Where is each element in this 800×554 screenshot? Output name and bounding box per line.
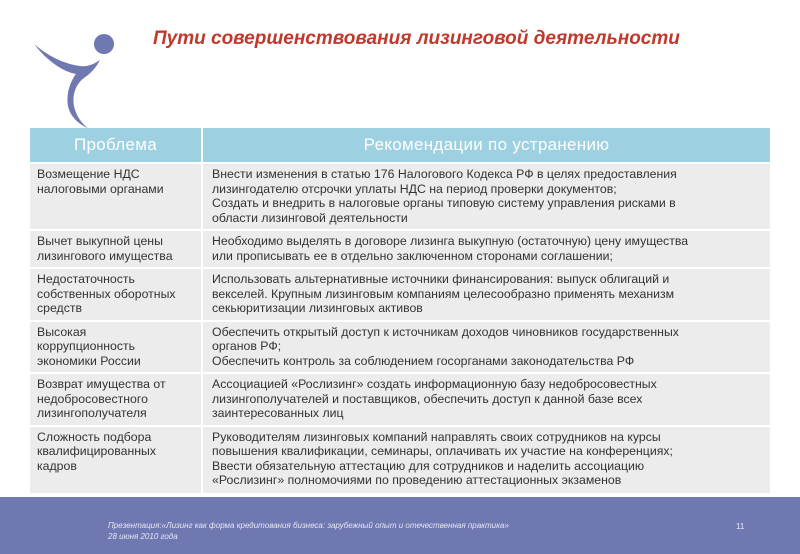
table-row bbox=[30, 268, 770, 321]
table-row bbox=[30, 426, 770, 493]
footer-presentation-title: Презентация:«Лизинг как форма кредитования бизнеса: зарубежный опыт и отечественная практика» bbox=[108, 521, 509, 530]
table-row bbox=[30, 163, 770, 230]
table-row bbox=[30, 230, 770, 268]
table-row bbox=[30, 321, 770, 374]
problem-cell: Недостаточность собственных оборотных средств bbox=[30, 268, 202, 321]
recommendation-cell: Обеспечить открытый доступ к источникам доходов чиновников государственных органов РФ; Обеспечить контроль за соблюдением госорганами законодательства РФ bbox=[202, 321, 770, 374]
problem-cell: Высокая коррупционность экономики России bbox=[30, 321, 202, 374]
header-problem: Проблема bbox=[30, 128, 202, 163]
problem-cell: Сложность подбора квалифицированных кадров bbox=[30, 426, 202, 493]
problem-cell: Возврат имущества от недобросовестного лизингополучателя bbox=[30, 373, 202, 426]
problem-cell: Возмещение НДС налоговыми органами bbox=[30, 163, 202, 230]
recommendation-cell: Ассоциацией «Рослизинг» создать информационную базу недобросовестных лизингополучателей и поставщиков, обеспечить доступ к данной базе всех заинтересованных лиц bbox=[202, 373, 770, 426]
header-recommendations: Рекомендации по устранению bbox=[202, 128, 770, 163]
footer-date: 28 июня 2010 года bbox=[108, 532, 178, 541]
slide-title: Пути совершенствования лизинговой деятельности bbox=[153, 28, 680, 49]
table-header-row bbox=[30, 128, 770, 163]
recommendations-table bbox=[30, 128, 770, 493]
page-number: 11 bbox=[736, 522, 745, 531]
recommendation-cell: Внести изменения в статью 176 Налогового Кодекса РФ в целях предоставления лизингодателю отсрочки уплаты НДС на период проверки документов; Создать и внедрить в налоговые органы типовую систему управления рисками в области лизинговой деятельности bbox=[202, 163, 770, 230]
recommendation-cell: Использовать альтернативные источники финансирования: выпуск облигаций и векселей. Крупным лизинговым компаниям целесообразно применять механизм секьюритизации лизинговых активов bbox=[202, 268, 770, 321]
recommendation-cell: Руководителям лизинговых компаний направлять своих сотрудников на курсы повышения квалификации, семинары, оплачивать их участие на конференциях; Ввести обязательную аттестацию для сотрудников и наделить ассоциацию «Рослизинг» полномочиями по проведению аттестационных экзаменов bbox=[202, 426, 770, 493]
stylized-human-figure-icon bbox=[30, 20, 120, 130]
recommendation-cell: Необходимо выделять в договоре лизинга выкупную (остаточную) цену имущества или прописывать ее в отдельно заключенном сторонами соглашении; bbox=[202, 230, 770, 268]
footer-bar bbox=[0, 497, 800, 554]
problem-cell: Вычет выкупной цены лизингового имущества bbox=[30, 230, 202, 268]
table-row bbox=[30, 373, 770, 426]
